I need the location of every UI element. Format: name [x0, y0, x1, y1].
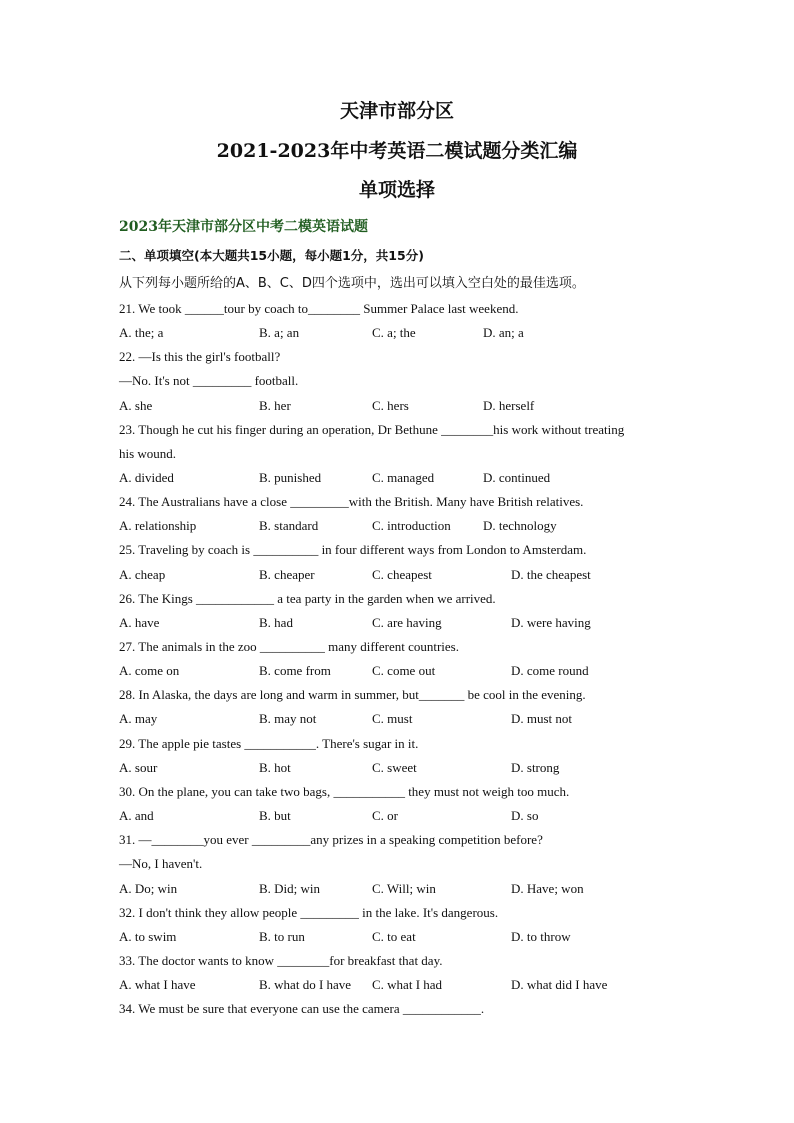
option-d: D. the cheapest: [511, 567, 591, 582]
question-28-options: [119, 711, 719, 729]
question-32-stem: 32. I don't think they allow people _________ in the lake. It's dangerous.: [119, 905, 499, 920]
option-c: C. Will; win: [372, 881, 436, 896]
option-b: B. standard: [259, 518, 319, 533]
option-d: D. strong: [511, 760, 560, 775]
question-22-stem: 22. —Is this the girl's football?: [119, 349, 281, 364]
option-c: C. or: [372, 808, 398, 823]
option-a: A. sour: [119, 760, 158, 775]
doc-title-region: 天津市部分区: [339, 100, 454, 122]
question-32-options: [119, 929, 719, 947]
option-a: A. come on: [119, 663, 180, 678]
option-d: D. technology: [483, 518, 557, 533]
option-a: A. relationship: [119, 518, 197, 533]
option-a: A. she: [119, 398, 153, 413]
option-d: D. herself: [483, 398, 535, 413]
option-b: B. had: [259, 615, 293, 630]
doc-title-main: 2021-2023年中考英语二模试题分类汇编: [216, 140, 578, 162]
instruction-text: 从下列每小题所给的A、B、C、D四个选项中，选出可以填入空白处的最佳选项。: [119, 276, 585, 291]
question-25-stem: 25. Traveling by coach is __________ in four different ways from London to Amsterdam.: [119, 542, 587, 557]
option-c: C. to eat: [372, 929, 416, 944]
option-d: D. come round: [511, 663, 589, 678]
option-b: B. her: [259, 398, 291, 413]
question-28-stem: 28. In Alaska, the days are long and warm in summer, but_______ be cool in the evening.: [119, 687, 586, 702]
question-23-stem-2: his wound.: [119, 446, 177, 461]
option-c: C. what I had: [372, 977, 443, 992]
question-30-stem: 30. On the plane, you can take two bags, ___________ they must not weigh too much.: [119, 784, 570, 799]
option-d: D. were having: [511, 615, 591, 630]
option-a: A. divided: [119, 470, 174, 485]
option-a: A. the; a: [119, 325, 164, 340]
option-c: C. come out: [372, 663, 436, 678]
option-c: C. a; the: [372, 325, 416, 340]
question-22-options: [119, 398, 719, 416]
question-27-stem: 27. The animals in the zoo __________ many different countries.: [119, 639, 459, 654]
question-30-options: [119, 808, 719, 826]
option-b: B. come from: [259, 663, 331, 678]
option-b: B. punished: [259, 470, 322, 485]
option-c: C. introduction: [372, 518, 451, 533]
section-heading: 2023年天津市部分区中考二模英语试题: [119, 219, 368, 235]
option-b: B. but: [259, 808, 291, 823]
question-26-stem: 26. The Kings ____________ a tea party in the garden when we arrived.: [119, 591, 496, 606]
option-d: D. so: [511, 808, 539, 823]
option-c: C. managed: [372, 470, 435, 485]
option-b: B. Did; win: [259, 881, 321, 896]
option-a: A. have: [119, 615, 160, 630]
question-29-options: [119, 760, 719, 778]
option-c: C. are having: [372, 615, 442, 630]
question-24-stem: 24. The Australians have a close _________with the British. Many have British relatives.: [119, 494, 584, 509]
option-d: D. what did I have: [511, 977, 608, 992]
question-33-options: [119, 977, 719, 995]
option-a: A. cheap: [119, 567, 166, 582]
option-d: D. continued: [483, 470, 551, 485]
question-34-stem: 34. We must be sure that everyone can use the camera ____________.: [119, 1001, 485, 1016]
option-a: A. may: [119, 711, 158, 726]
question-26-options: [119, 615, 719, 633]
option-c: C. cheapest: [372, 567, 432, 582]
question-31-options: [119, 881, 719, 899]
question-22-stem-2: —No. It's not _________ football.: [119, 373, 299, 388]
option-d: D. Have; won: [511, 881, 584, 896]
option-a: A. to swim: [119, 929, 177, 944]
option-b: B. a; an: [259, 325, 300, 340]
option-c: C. sweet: [372, 760, 417, 775]
option-a: A. and: [119, 808, 154, 823]
question-21-stem: 21. We took ______tour by coach to________ Summer Palace last weekend.: [119, 301, 519, 316]
option-d: D. must not: [511, 711, 573, 726]
question-25-options: [119, 567, 719, 585]
option-c: C. must: [372, 711, 413, 726]
part-heading: 二、单项填空(本大题共15小题，每小题1分，共15分): [119, 248, 424, 263]
option-b: B. may not: [259, 711, 317, 726]
question-31-stem: 31. —________you ever _________any prizes in a speaking competition before?: [119, 832, 543, 847]
question-23-options: [119, 470, 719, 488]
doc-title-category: 单项选择: [358, 179, 435, 201]
question-21-options: [119, 325, 719, 343]
option-d: D. to throw: [511, 929, 571, 944]
option-b: B. to run: [259, 929, 305, 944]
option-a: A. Do; win: [119, 881, 178, 896]
question-33-stem: 33. The doctor wants to know ________for breakfast that day.: [119, 953, 443, 968]
question-31-stem-2: —No, I haven't.: [119, 856, 203, 871]
question-29-stem: 29. The apple pie tastes ___________. There's sugar in it.: [119, 736, 419, 751]
option-b: B. what do I have: [259, 977, 352, 992]
option-a: A. what I have: [119, 977, 196, 992]
question-23-stem: 23. Though he cut his finger during an operation, Dr Bethune ________his work without treating: [119, 422, 625, 437]
option-b: B. hot: [259, 760, 291, 775]
question-24-options: [119, 518, 719, 536]
option-d: D. an; a: [483, 325, 524, 340]
question-27-options: [119, 663, 719, 681]
option-b: B. cheaper: [259, 567, 315, 582]
option-c: C. hers: [372, 398, 409, 413]
